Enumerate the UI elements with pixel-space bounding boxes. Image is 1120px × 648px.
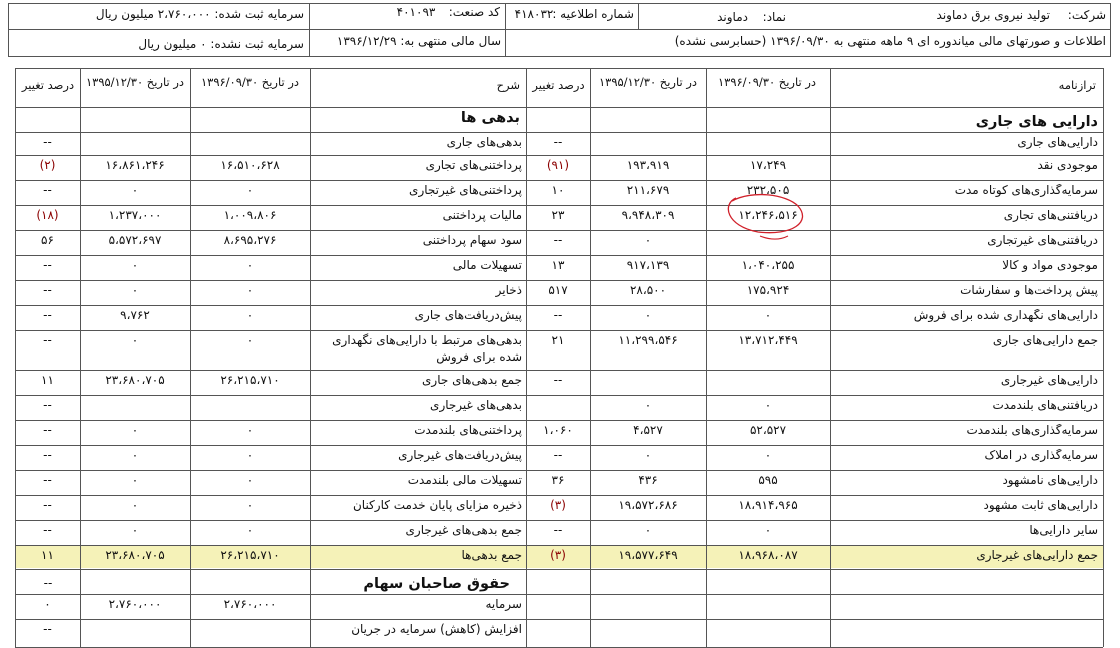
liability-row-label: پرداختنی‌های غیرتجاری xyxy=(409,184,522,197)
liability-row-label: تسهیلات مالی بلندمدت xyxy=(407,474,522,487)
liability-row-pct: -- xyxy=(43,184,52,197)
liability-row-label: پیش‌دریافت‌های جاری xyxy=(414,309,522,322)
registered-capital: سرمایه ثبت شده: ۲،۷۶۰،۰۰۰ میلیون ریال xyxy=(95,8,304,21)
asset-row-prev: ۱۹،۵۷۷،۶۴۹ xyxy=(618,549,678,562)
asset-row-prev: ۹۱۷،۱۳۹ xyxy=(626,259,670,272)
asset-row-prev: ۱۹،۵۷۲،۶۸۶ xyxy=(618,499,678,512)
liability-row-label: بدهی‌های مرتبط با دارایی‌های نگهداری شده برای فروش xyxy=(332,333,522,364)
liability-row-label: جمع بدهی‌های جاری xyxy=(422,374,522,387)
grid-row-line xyxy=(15,280,1103,281)
asset-row-label: دریافتنی‌های بلندمدت xyxy=(992,399,1098,412)
liability-row-prev: ۰ xyxy=(131,284,139,297)
fiscal-year-end: سال مالی منتهی به: ۱۳۹۶/۱۲/۲۹ xyxy=(336,35,501,48)
asset-row-current: ۰ xyxy=(764,399,772,412)
header-date-current-liab: در تاریخ ۱۳۹۶/۰۹/۳۰ xyxy=(200,76,300,89)
grid-row-line xyxy=(15,619,1103,620)
grid-row-line xyxy=(15,445,1103,446)
liability-row-current: ۰ xyxy=(246,499,254,512)
top-box-divider xyxy=(638,3,639,30)
top-box-border xyxy=(8,3,1111,4)
asset-row-current: ۱۸،۹۶۸،۰۸۷ xyxy=(738,549,798,562)
liability-row-pct: -- xyxy=(43,449,52,462)
grid-row-line xyxy=(15,545,1103,546)
equity-row-pct: ۰ xyxy=(44,598,51,611)
asset-row-prev: ۰ xyxy=(644,449,652,462)
company-value: تولید نیروی برق دماوند xyxy=(936,9,1050,22)
asset-row-label: سایر دارایی‌ها xyxy=(1029,524,1098,537)
asset-row-current: ۱۷،۲۴۹ xyxy=(749,159,787,172)
liability-row-label: پرداختنی‌های بلندمدت xyxy=(414,424,522,437)
asset-row-label: دارایی‌های ثابت مشهود xyxy=(983,499,1098,512)
asset-row-pct: -- xyxy=(553,136,563,149)
liability-row-pct: ۵۶ xyxy=(41,234,54,247)
asset-row-label: دریافتنی‌های غیرتجاری xyxy=(987,234,1098,247)
asset-row-current: ۱۸،۹۱۴،۹۶۵ xyxy=(738,499,798,512)
grid-row-line xyxy=(15,255,1103,256)
liability-row-prev: ۹،۷۶۲ xyxy=(120,309,150,322)
asset-row-current: ۱۷۵،۹۲۴ xyxy=(746,284,790,297)
asset-row-current: ۱،۰۴۰،۲۵۵ xyxy=(741,259,795,272)
grid-row-line xyxy=(15,569,1103,570)
liability-row-prev: ۰ xyxy=(131,524,139,537)
asset-row-pct: (۹۱) xyxy=(546,159,570,172)
asset-row-prev: ۰ xyxy=(644,234,652,247)
asset-row-pct: (۳) xyxy=(550,499,566,512)
liability-row-label: ذخیره مزایای پایان خدمت کارکنان xyxy=(352,499,522,512)
asset-row-prev: ۲۱۱،۶۷۹ xyxy=(626,184,670,197)
liabilities-section-title: بدهی ها xyxy=(460,110,520,126)
liability-row-label: جمع بدهی‌های غیرجاری xyxy=(405,524,522,537)
grid-row-line xyxy=(15,155,1103,156)
asset-row-pct: ۲۳ xyxy=(551,209,565,222)
liability-row-label: بدهی‌های غیرجاری xyxy=(430,399,522,412)
red-tail-mark xyxy=(760,236,788,239)
liability-row-current: ۰ xyxy=(246,474,254,487)
asset-row-label: پیش پرداخت‌ها و سفارشات xyxy=(960,284,1098,297)
header-balance-sheet: ترازنامه xyxy=(1058,79,1096,92)
liability-row-label: سود سهام پرداختنی xyxy=(422,234,522,247)
liability-row-current: ۰ xyxy=(246,524,254,537)
industry-code-value: ۴۰۱۰۹۳ xyxy=(396,6,436,19)
header-date-prev-assets: در تاریخ ۱۳۹۵/۱۲/۳۰ xyxy=(598,76,698,89)
grid-row-line xyxy=(15,68,1103,69)
liability-row-label: تسهیلات مالی xyxy=(452,259,522,272)
top-box-divider xyxy=(505,3,506,57)
grid-column-line xyxy=(830,68,831,647)
asset-row-prev: ۴۳۶ xyxy=(638,474,658,487)
liability-row-prev: ۰ xyxy=(131,333,139,347)
header-date-current-assets: در تاریخ ۱۳۹۶/۰۹/۳۰ xyxy=(717,76,817,89)
asset-row-pct: -- xyxy=(553,309,563,322)
grid-row-line xyxy=(15,132,1103,133)
asset-row-pct: ۱،۰۶۰ xyxy=(543,424,573,437)
report-number-value: ۴۱۸۰۳۲ xyxy=(514,8,554,21)
company-label: شرکت: xyxy=(1067,9,1106,22)
asset-row-pct: -- xyxy=(553,449,563,462)
liability-row-current: ۱،۰۰۹،۸۰۶ xyxy=(223,209,277,222)
liability-row-pct: ۱۱ xyxy=(41,374,54,387)
liability-row-prev: ۲۳،۶۸۰،۷۰۵ xyxy=(105,549,165,562)
liability-row-current: ۰ xyxy=(246,333,254,347)
grid-column-line xyxy=(1103,68,1104,647)
grid-row-line xyxy=(15,107,1103,108)
equity-section-pct: -- xyxy=(43,577,53,590)
liability-row-pct: -- xyxy=(43,136,52,149)
header-pct-change-liab: درصد تغییر xyxy=(21,79,75,92)
grid-row-line xyxy=(15,420,1103,421)
header-date-prev-liab: در تاریخ ۱۳۹۵/۱۲/۳۰ xyxy=(85,76,185,89)
asset-row-current: ۱۲،۲۴۶،۵۱۶ xyxy=(738,209,798,222)
liability-row-pct: -- xyxy=(43,259,52,272)
liability-row-pct: -- xyxy=(43,524,52,537)
top-box-divider xyxy=(8,29,1111,30)
grid-row-line xyxy=(15,230,1103,231)
assets-section-title: دارایی های جاری xyxy=(975,114,1098,130)
liability-row-pct: ۱۱ xyxy=(41,549,54,562)
asset-row-pct: -- xyxy=(553,234,563,247)
asset-row-prev: ۱۹۳،۹۱۹ xyxy=(626,159,670,172)
liability-row-current: ۰ xyxy=(246,309,254,322)
asset-row-pct: ۳۶ xyxy=(551,474,565,487)
liability-row-label: پرداختنی‌های تجاری xyxy=(425,159,522,172)
asset-row-current: ۰ xyxy=(764,524,772,537)
liability-row-label: پیش‌دریافت‌های غیرجاری xyxy=(398,449,522,462)
liability-row-pct: -- xyxy=(43,399,52,412)
liability-row-pct: -- xyxy=(43,309,52,322)
equity-row-pct: -- xyxy=(43,623,52,636)
grid-row-line xyxy=(15,395,1103,396)
liability-row-prev: ۲۳،۶۸۰،۷۰۵ xyxy=(105,374,165,387)
asset-row-current: ۵۲،۵۲۷ xyxy=(749,424,787,437)
asset-row-prev: ۹،۹۴۸،۳۰۹ xyxy=(621,209,675,222)
liability-row-pct: -- xyxy=(43,499,52,512)
grid-row-line xyxy=(15,470,1103,471)
liability-row-label: جمع بدهی‌ها xyxy=(461,549,522,562)
asset-row-label: دارایی‌های نگهداری شده برای فروش xyxy=(913,309,1098,322)
asset-row-label: دریافتنی‌های تجاری xyxy=(1003,209,1098,222)
asset-row-label: موجودی نقد xyxy=(1037,159,1098,172)
liability-row-pct: -- xyxy=(43,284,52,297)
liability-row-prev: ۰ xyxy=(131,474,139,487)
liability-row-prev: ۱۶،۸۶۱،۲۴۶ xyxy=(105,159,165,172)
asset-row-label: سرمایه‌گذاری در املاک xyxy=(984,449,1098,462)
liability-row-pct: -- xyxy=(43,333,52,347)
equity-row-current: ۲،۷۶۰،۰۰۰ xyxy=(223,598,277,611)
asset-row-pct: ۱۳ xyxy=(551,259,565,272)
equity-row-label: افزایش (کاهش) سرمایه در جریان xyxy=(351,623,522,636)
asset-row-current: ۰ xyxy=(764,449,772,462)
grid-row-line xyxy=(15,520,1103,521)
industry-code-label: کد صنعت: xyxy=(448,6,500,19)
liability-row-current: ۸،۶۹۵،۲۷۶ xyxy=(223,234,277,247)
liability-row-current: ۲۶،۲۱۵،۷۱۰ xyxy=(220,374,280,387)
liability-row-label: مالیات پرداختنی xyxy=(442,209,522,222)
grid-row-line xyxy=(15,205,1103,206)
top-box-border xyxy=(1110,3,1111,57)
liability-row-prev: ۰ xyxy=(131,259,139,272)
liability-row-prev: ۵،۵۷۲،۶۹۷ xyxy=(108,234,162,247)
asset-row-pct: ۱۰ xyxy=(551,184,565,197)
liability-row-prev: ۰ xyxy=(131,424,139,437)
top-box-border xyxy=(8,56,1111,57)
top-box-border xyxy=(8,3,9,57)
asset-row-prev: ۰ xyxy=(644,309,652,322)
grid-row-line xyxy=(15,330,1103,331)
asset-row-label: جمع دارایی‌های غیرجاری xyxy=(976,549,1098,562)
asset-row-current: ۰ xyxy=(764,309,772,322)
grid-row-line xyxy=(15,305,1103,306)
liability-row-prev: ۰ xyxy=(131,499,139,512)
symbol-value: دماوند xyxy=(717,11,748,24)
asset-row-label: موجودی مواد و کالا xyxy=(1002,259,1098,272)
asset-row-prev: ۴،۵۲۷ xyxy=(633,424,663,437)
liability-row-current: ۰ xyxy=(246,184,254,197)
header-pct-change-assets: درصد تغییر xyxy=(532,79,585,92)
liability-row-prev: ۰ xyxy=(131,184,139,197)
description-line: اطلاعات و صورتهای مالی میاندوره ای ۹ ماهه منتهی به ۱۳۹۶/۰۹/۳۰ (حسابرسی نشده) xyxy=(674,35,1106,48)
report-number-label: شماره اطلاعیه : xyxy=(552,8,634,21)
liability-row-pct: -- xyxy=(43,424,52,437)
equity-row-label: سرمایه xyxy=(485,598,522,611)
liability-row-current: ۰ xyxy=(246,424,254,437)
equity-section-title: حقوق صاحبان سهام xyxy=(363,576,510,592)
asset-row-label: دارایی‌های جاری xyxy=(1017,136,1098,149)
asset-row-prev: ۰ xyxy=(644,399,652,412)
liability-row-prev: ۱،۲۳۷،۰۰۰ xyxy=(108,209,162,222)
liability-row-current: ۲۶،۲۱۵،۷۱۰ xyxy=(220,549,280,562)
liability-row-current: ۰ xyxy=(246,259,254,272)
asset-row-pct: (۳) xyxy=(550,549,566,562)
equity-row-prev: ۲،۷۶۰،۰۰۰ xyxy=(108,598,162,611)
liability-row-current: ۰ xyxy=(246,284,254,297)
asset-row-prev: ۱۱،۲۹۹،۵۴۶ xyxy=(618,333,678,347)
asset-row-label: سرمایه‌گذاری‌های کوتاه مدت xyxy=(954,184,1098,197)
asset-row-label: دارایی‌های نامشهود xyxy=(1002,474,1098,487)
liability-row-current: ۱۶،۵۱۰،۶۲۸ xyxy=(220,159,280,172)
header-description: شرح xyxy=(496,79,520,92)
grid-row-line xyxy=(15,370,1103,371)
grid-column-line xyxy=(310,68,311,647)
liability-row-label: بدهی‌های جاری xyxy=(446,136,522,149)
grid-row-line xyxy=(15,594,1103,595)
asset-row-pct: -- xyxy=(553,374,563,387)
unregistered-capital: سرمایه ثبت نشده: ۰ میلیون ریال xyxy=(138,38,304,51)
asset-row-label: سرمایه‌گذاری‌های بلندمدت xyxy=(966,424,1098,437)
liability-row-label: ذخایر xyxy=(495,284,522,297)
grid-row-line xyxy=(15,495,1103,496)
liability-row-pct: (۱۸) xyxy=(36,209,59,222)
symbol-label: نماد: xyxy=(762,11,786,24)
asset-row-current: ۲۳۲،۵۰۵ xyxy=(746,184,790,197)
asset-row-prev: ۲۸،۵۰۰ xyxy=(629,284,667,297)
asset-row-label: جمع دارایی‌های جاری xyxy=(992,333,1098,347)
liability-row-pct: (۲) xyxy=(39,159,56,172)
liability-row-prev: ۰ xyxy=(131,449,139,462)
asset-row-pct: -- xyxy=(553,524,563,537)
asset-row-current: ۵۹۵ xyxy=(758,474,778,487)
asset-row-prev: ۰ xyxy=(644,524,652,537)
liability-row-current: ۰ xyxy=(246,449,254,462)
asset-row-pct: ۲۱ xyxy=(551,333,565,347)
asset-row-label: دارایی‌های غیرجاری xyxy=(1000,374,1098,387)
top-box-divider xyxy=(309,3,310,57)
asset-row-pct: ۵۱۷ xyxy=(548,284,568,297)
asset-row-current: ۱۳،۷۱۲،۴۴۹ xyxy=(738,333,798,347)
grid-row-line xyxy=(15,180,1103,181)
liability-row-pct: -- xyxy=(43,474,52,487)
